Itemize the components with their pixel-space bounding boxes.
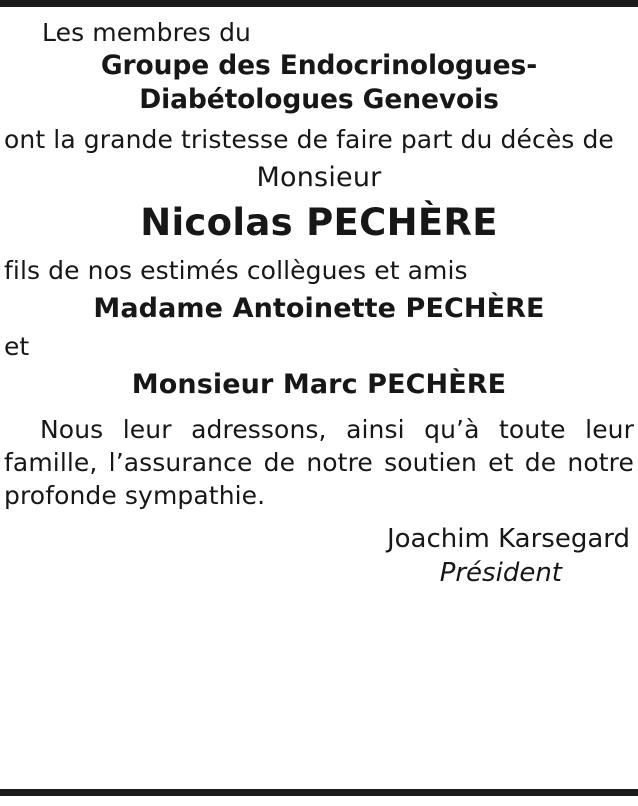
honorific-line: Monsieur	[256, 162, 382, 193]
intro-line: Les membres du	[42, 18, 251, 47]
signatory-role: Président	[439, 558, 562, 588]
organisation-name-line-2: Diabétologues Genevois	[139, 84, 499, 115]
spacer-before-condolences	[4, 403, 634, 413]
relation-text: fils de nos estimés collègues et amis	[4, 256, 468, 285]
top-divider-rule	[0, 0, 638, 7]
notice-body	[0, 7, 638, 590]
signatory-name: Joachim Karsegard	[386, 524, 630, 554]
condolences-text: Nous leur adressons, ainsi qu’à toute leur famille, l’assurance de notre soutien et de notre profonde sympathie.	[4, 415, 634, 510]
deceased-name: Nicolas PECHÈRE	[140, 201, 498, 244]
spacer-after-name	[4, 246, 634, 254]
spacer-before-signature	[4, 512, 634, 522]
parent-one-name: Madame Antoinette PECHÈRE	[93, 293, 545, 324]
organisation-name	[4, 49, 634, 117]
bottom-divider-rule	[0, 789, 638, 796]
announcement-text: ont la grande tristesse de faire part du décès de	[4, 125, 614, 154]
spacer-top	[4, 7, 634, 17]
organisation-name-line-1: Groupe des Endocrinologues-	[100, 50, 538, 81]
conjunction-line: et	[4, 332, 30, 361]
parent-two-name: Monsieur Marc PECHÈRE	[131, 369, 507, 400]
